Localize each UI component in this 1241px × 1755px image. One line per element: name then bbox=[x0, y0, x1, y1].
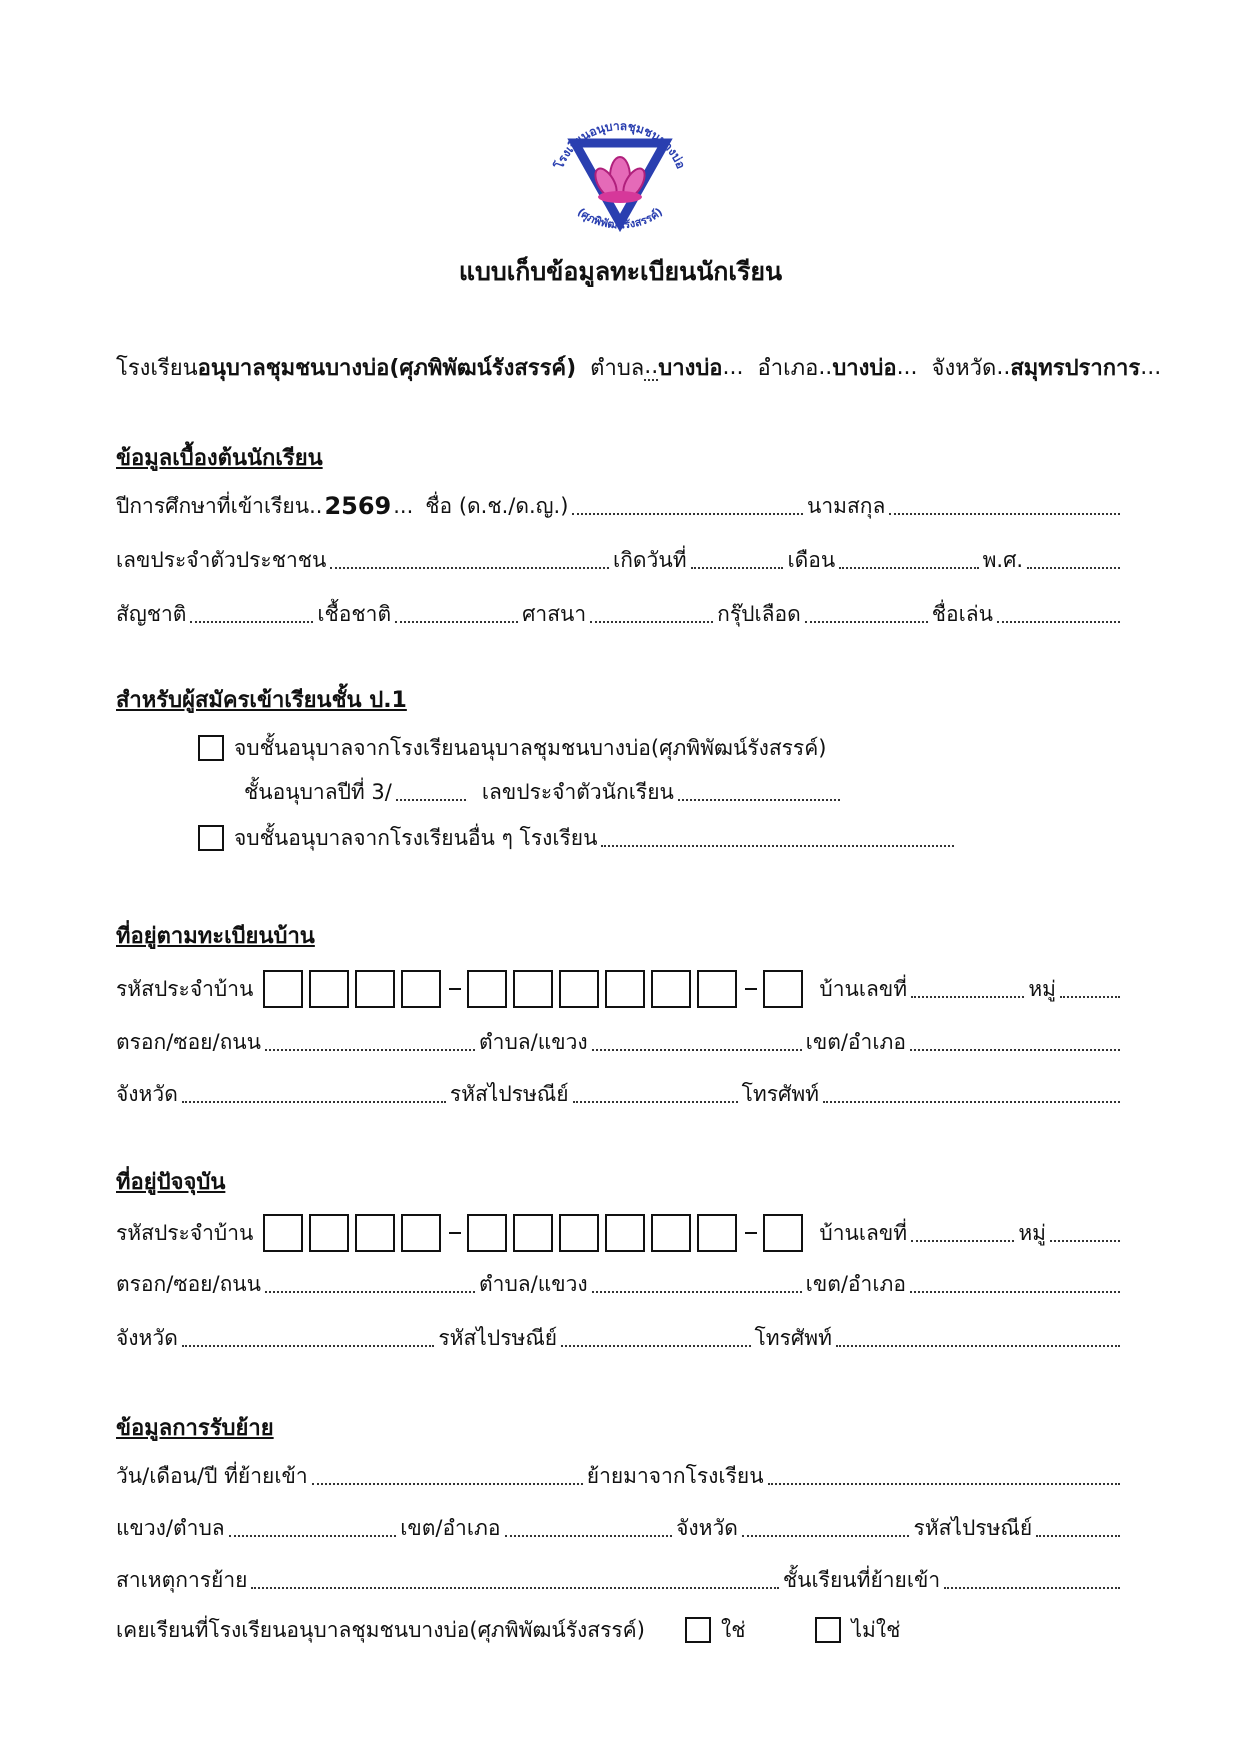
current-road-field[interactable] bbox=[265, 1291, 475, 1293]
current-address-heading: ที่อยู่ปัจจุบัน bbox=[116, 1170, 226, 1195]
reg-addr-row-3: จังหวัด รหัสไปรษณีย์ โทรศัพท์ bbox=[116, 1074, 1124, 1114]
transfer-row-4: เคยเรียนที่โรงเรียนอนุบาลชุมชนบางบ่อ(ศุภพิพัฒน์รังสรรค์) ใช่ ไม่ใช่ bbox=[116, 1617, 901, 1642]
cur-addr-row-1: รหัสประจำบ้าน บ้านเลขที่ หมู่ bbox=[116, 1210, 1124, 1256]
basic-row-1: ปีการศึกษาที่เข้าเรียน .. 2569 ... ชื่อ (ด.ช./ด.ญ.) นามสกุล bbox=[116, 486, 1124, 526]
blood-type-field[interactable] bbox=[805, 621, 928, 623]
p1-option-1-detail: ชั้นอนุบาลปีที่ 3/ เลขประจำตัวนักเรียน bbox=[244, 772, 844, 812]
p1-heading: สำหรับผู้สมัครเข้าเรียนชั้น ป.1 bbox=[116, 688, 407, 713]
phone-field[interactable] bbox=[823, 1101, 1120, 1103]
form-title: แบบเก็บข้อมูลทะเบียนนักเรียน bbox=[458, 257, 783, 286]
registered-address-heading: ที่อยู่ตามทะเบียนบ้าน bbox=[116, 924, 315, 949]
current-house-number-field[interactable] bbox=[911, 1240, 1014, 1242]
birth-year-field[interactable] bbox=[1027, 567, 1120, 569]
prev-no-checkbox[interactable] bbox=[815, 1617, 841, 1643]
transfer-row-2: แขวง/ตำบล เขต/อำเภอ จังหวัด รหัสไปรษณีย์ bbox=[116, 1508, 1124, 1548]
cur-addr-row-2: ตรอก/ซอย/ถนน ตำบล/แขวง เขต/อำเภอ bbox=[116, 1264, 1124, 1304]
citizen-id-field[interactable] bbox=[330, 567, 609, 569]
house-code-boxes[interactable] bbox=[263, 970, 809, 1008]
prev-yes-checkbox[interactable] bbox=[685, 1617, 711, 1643]
nationality-field[interactable] bbox=[190, 621, 313, 623]
transfer-reason-field[interactable] bbox=[251, 1587, 778, 1589]
ethnicity-field[interactable] bbox=[395, 621, 518, 623]
lotus-icon bbox=[591, 157, 649, 203]
road-field[interactable] bbox=[265, 1049, 475, 1051]
current-house-code-boxes[interactable] bbox=[263, 1214, 809, 1252]
subdistrict-field[interactable] bbox=[592, 1049, 802, 1051]
school-logo bbox=[530, 115, 710, 235]
transfer-heading: ข้อมูลการรับย้าย bbox=[116, 1416, 274, 1441]
kindergarten-room-field[interactable] bbox=[396, 799, 466, 801]
transfer-postal-field[interactable] bbox=[1036, 1535, 1120, 1537]
transfer-date-field[interactable] bbox=[312, 1483, 583, 1485]
religion-field[interactable] bbox=[590, 621, 713, 623]
reg-addr-row-1: รหัสประจำบ้าน บ้านเลขที่ หมู่ bbox=[116, 966, 1124, 1012]
basic-row-3: สัญชาติ เชื้อชาติ ศาสนา กรุ๊ปเลือด ชื่อเล่น bbox=[116, 594, 1124, 634]
cur-addr-row-3: จังหวัด รหัสไปรษณีย์ โทรศัพท์ bbox=[116, 1318, 1124, 1358]
nickname-field[interactable] bbox=[997, 621, 1120, 623]
reg-addr-row-2: ตรอก/ซอย/ถนน ตำบล/แขวง เขต/อำเภอ bbox=[116, 1022, 1124, 1062]
birth-month-field[interactable] bbox=[839, 567, 978, 569]
basic-info-heading: ข้อมูลเบื้องต้นนักเรียน bbox=[116, 446, 323, 471]
student-id-field[interactable] bbox=[678, 799, 840, 801]
current-province-field[interactable] bbox=[182, 1345, 435, 1347]
p1-option-1: จบชั้นอนุบาลจากโรงเรียนอนุบาลชุมชนบางบ่อ(ศุภพิพัฒน์รังสรรค์) bbox=[198, 728, 998, 768]
p1-option-1-checkbox[interactable] bbox=[198, 735, 224, 761]
transfer-from-field[interactable] bbox=[768, 1483, 1120, 1485]
other-school-field[interactable] bbox=[601, 845, 954, 847]
transfer-row-3: สาเหตุการย้าย ชั้นเรียนที่ย้ายเข้า bbox=[116, 1560, 1124, 1600]
current-subdistrict-field[interactable] bbox=[592, 1291, 802, 1293]
postal-field[interactable] bbox=[573, 1101, 738, 1103]
transfer-subdistrict-field[interactable] bbox=[229, 1535, 397, 1537]
district-field[interactable] bbox=[910, 1049, 1120, 1051]
current-moo-field[interactable] bbox=[1050, 1240, 1120, 1242]
name-field[interactable] bbox=[572, 513, 803, 515]
current-district-field[interactable] bbox=[910, 1291, 1120, 1293]
transfer-province-field[interactable] bbox=[742, 1535, 910, 1537]
birth-day-field[interactable] bbox=[691, 567, 784, 569]
current-postal-field[interactable] bbox=[561, 1345, 750, 1347]
basic-row-2: เลขประจำตัวประชาชน เกิดวันที่ เดือน พ.ศ. bbox=[116, 540, 1124, 580]
transfer-row-1: วัน/เดือน/ปี ที่ย้ายเข้า ย้ายมาจากโรงเรียน bbox=[116, 1456, 1124, 1496]
p1-option-2-checkbox[interactable] bbox=[198, 825, 224, 851]
transfer-district-field[interactable] bbox=[505, 1535, 673, 1537]
svg-text:(ศุภพิพัฒน์รังสรรค์): (ศุภพิพัฒน์รังสรรค์) bbox=[574, 205, 666, 232]
moo-field[interactable] bbox=[1060, 996, 1120, 998]
svg-text:โรงเรียนอนุบาลชุมชนบางบ่อ: โรงเรียนอนุบาลชุมชนบางบ่อ bbox=[552, 118, 688, 171]
current-phone-field[interactable] bbox=[836, 1345, 1120, 1347]
surname-field[interactable] bbox=[889, 513, 1120, 515]
p1-option-2: จบชั้นอนุบาลจากโรงเรียนอื่น ๆ โรงเรียน bbox=[198, 818, 958, 858]
house-number-field[interactable] bbox=[911, 996, 1024, 998]
province-field[interactable] bbox=[182, 1101, 446, 1103]
school-line: โรงเรียน อนุบาลชุมชนบางบ่อ(ศุภพิพัฒน์รังสรรค์) ตำบล .. บางบ่อ ... อำเภอ .. บางบ่อ ... จังหวัด .. สมุทรปราการ ... bbox=[116, 353, 1162, 381]
transfer-grade-field[interactable] bbox=[944, 1587, 1120, 1589]
